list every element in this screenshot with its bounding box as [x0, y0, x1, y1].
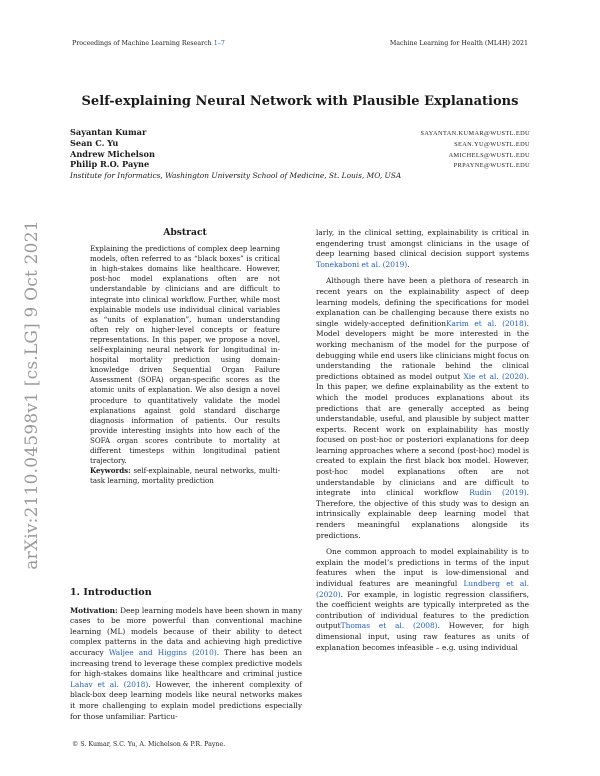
- citation-link[interactable]: Karim et al. (2018): [445, 318, 527, 328]
- paragraph-text: Although there have been a plethora of research in recent years on the explainability aspect of deep learning models, defining the specifications for model explanation can be challenging because there exists no single widely-accepted definition: [316, 276, 529, 328]
- introduction-section: [70, 588, 302, 722]
- abstract-section: [90, 228, 280, 486]
- section-heading: 1. Introduction: [70, 587, 152, 598]
- paragraph-text: .: [407, 259, 410, 269]
- pages-link[interactable]: 1–7: [213, 40, 225, 47]
- paragraph-text: . However, for high dimensional input, using raw features as units of explanation becomes infeasible – e.g. using individual: [316, 621, 529, 652]
- right-column: [316, 228, 529, 659]
- running-header-left: [72, 40, 225, 47]
- citation-link[interactable]: Thomas et al. (2008): [340, 621, 438, 631]
- author-row: [70, 138, 530, 149]
- paragraph: [316, 228, 529, 270]
- citation-link[interactable]: Lahav et al. (2018): [70, 679, 149, 689]
- citation-link[interactable]: Waljee and Higgins (2010): [108, 647, 217, 657]
- keywords-label: Keywords:: [90, 466, 131, 476]
- citation-link[interactable]: Rudin (2019): [469, 488, 527, 498]
- author-email[interactable]: SEAN.YU@WUSTL.EDU: [454, 140, 530, 148]
- arxiv-stamp: [2, 210, 62, 580]
- paragraph-text: . For example, in logistic regression classifiers, the coefficient weights are typically interpreted as the contribution of individual features to the prediction output: [316, 589, 529, 631]
- copyright-footer: © S. Kumar, S.C. Yu, A. Michelson & P.R. Payne.: [72, 741, 226, 748]
- abstract-heading: Abstract: [163, 227, 207, 238]
- author-name: Sayantan Kumar: [70, 127, 147, 137]
- keywords-list: self-explainable, neural networks, multi-task learning, mortality prediction: [90, 466, 280, 486]
- citation-link[interactable]: Tonekaboni et al. (2019): [316, 259, 408, 269]
- paragraph-text: One common approach to model explainability is to explain the model’s predictions in terms of the input features when the input is low-dimensional and individual features are meaningful: [316, 547, 529, 588]
- citation-link[interactable]: Lundberg et al. (2020): [316, 579, 529, 599]
- paragraph-text: . Model developers might be more interested in the working mechanism of the model for the purpose of debugging while end users like clinicians might focus on understanding the rationale behind the clinical predictions obtained as model output: [316, 318, 530, 381]
- author-row: [70, 127, 530, 138]
- author-name: Andrew Michelson: [70, 148, 155, 159]
- paragraph-text: larly, in the clinical setting, explainability is critical in engendering trust amongst clinicians in the usage of deep learning based clinical decision support systems: [316, 228, 529, 259]
- author-email[interactable]: AMICHELS@WUSTL.EDU: [448, 151, 530, 159]
- paragraph: [316, 547, 529, 653]
- paragraph-text: . There has been an increasing trend to leverage these complex predictive models for high-stakes domains like healthcare and criminal justice: [70, 647, 302, 679]
- motivation-paragraph: [70, 606, 302, 723]
- proceedings-text: Proceedings of Machine Learning Research: [72, 40, 214, 47]
- citation-link[interactable]: Xie et al. (2020): [463, 371, 527, 381]
- paragraph-text: . Therefore, the objective of this study was to design an intrinsically explainable deep learning model that renders meaningful explanations alongside its predictions.: [316, 488, 529, 540]
- author-block: [70, 127, 530, 180]
- abstract-text: Explaining the predictions of complex deep learning models, often referred to as “black boxes” is critical in high-stakes domains like healthcare. However, post-hoc model explanations often are not understandable by clinicians and are difficult to integrate into clinical workflow. Further, while most explainable models use individual clinical variables as “units of explanation”, human understanding often rely on higher-level concepts or feature representations. In this paper, we propose a novel, self-explaining neural network for longitudinal in-hospital mortality prediction using domain-knowledge driven Sequential Organ Failure Assessment (SOFA) organ-specific scores as the atomic units of explanation. We also design a novel procedure to quantitatively validate the model explanations against gold standard discharge diagnosis information of patients. Our results provide interesting insights into how each of the SOFA organ scores contribute to mortality at different timesteps within longitudinal patient trajectory.: [90, 244, 280, 466]
- author-name: Sean C. Yu: [70, 137, 119, 148]
- motivation-label: Motivation:: [70, 605, 118, 615]
- arxiv-stamp-text: arXiv:2110.04598v1 [cs.LG] 9 Oct 2021: [22, 220, 42, 570]
- author-row: [70, 159, 530, 170]
- paragraph-text: Deep learning models have been shown in many cases to be more powerful than conventional machine learning (ML) models because of their ability to detect complex patterns in the data and achieving high predictive accuracy: [70, 605, 302, 657]
- author-row: [70, 149, 530, 160]
- author-name: Philip R.O. Payne: [70, 159, 150, 170]
- paragraph-text: . In this paper, we define explainability as the extent to which the model produces explanations about its predictions that are generally accepted as being understandable, useful, and plausible by subject matter experts. Recent work on explainability has mostly focused on post-hoc or posteriori explanations for deep learning approaches where a second (post-hoc) model is created to explain the first black box model. However, post-hoc model explanations often are not understandable by clinicians and are difficult to integrate into clinical workflow: [316, 371, 529, 498]
- institution: Institute for Informatics, Washington University School of Medicine, St. Louis, MO, USA: [70, 171, 402, 181]
- running-header-right: Machine Learning for Health (ML4H) 2021: [389, 40, 528, 47]
- paragraph-text: . However, the inherent complexity of black-box deep learning models like neural networks makes it more challenging to explain model predictions especially for those unfamiliar. Particu-: [70, 679, 302, 721]
- author-email[interactable]: PRPAYNE@WUSTL.EDU: [453, 162, 530, 170]
- author-email[interactable]: SAYANTAN.KUMAR@WUSTL.EDU: [420, 130, 530, 137]
- paper-title: Self-explaining Neural Network with Plausible Explanations: [81, 94, 519, 109]
- paragraph: [316, 276, 529, 541]
- keywords: [90, 466, 280, 486]
